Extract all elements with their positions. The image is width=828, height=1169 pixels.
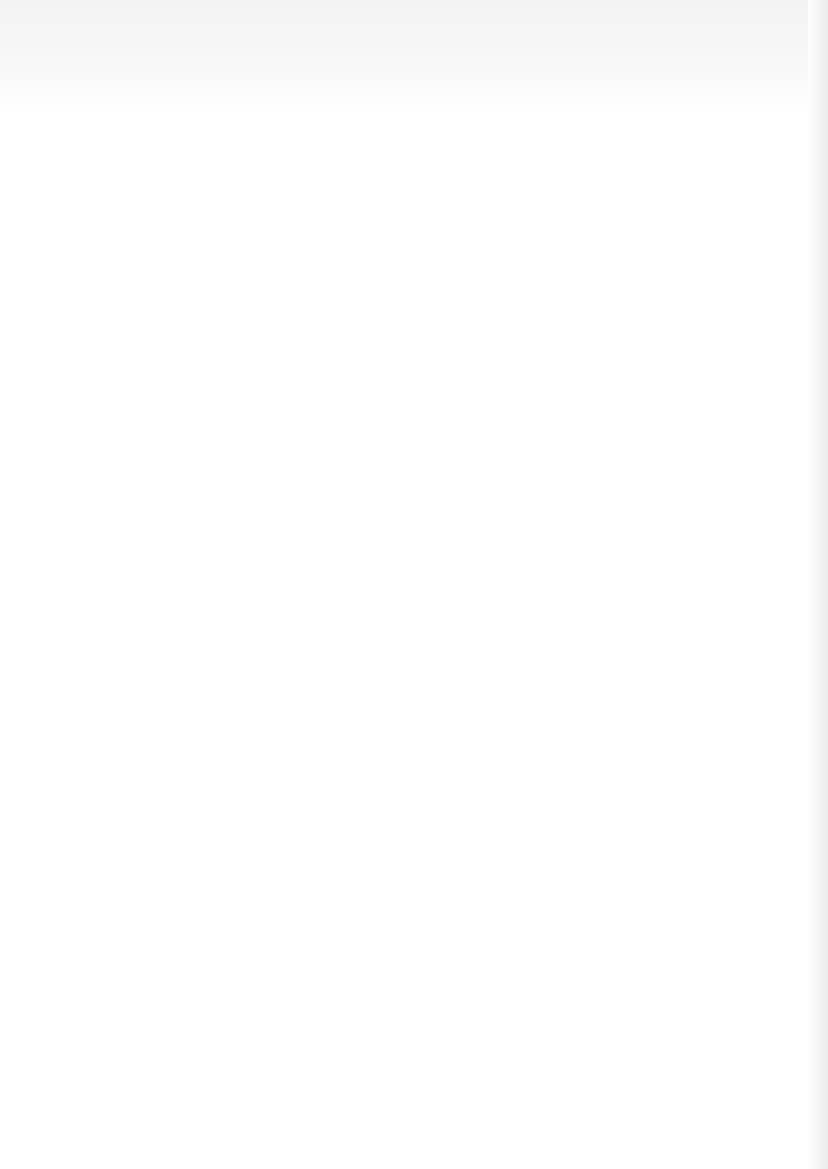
barcode-stamp	[632, 1080, 764, 1108]
scan-edge-shading	[808, 0, 828, 1169]
scan-shading	[0, 0, 828, 115]
